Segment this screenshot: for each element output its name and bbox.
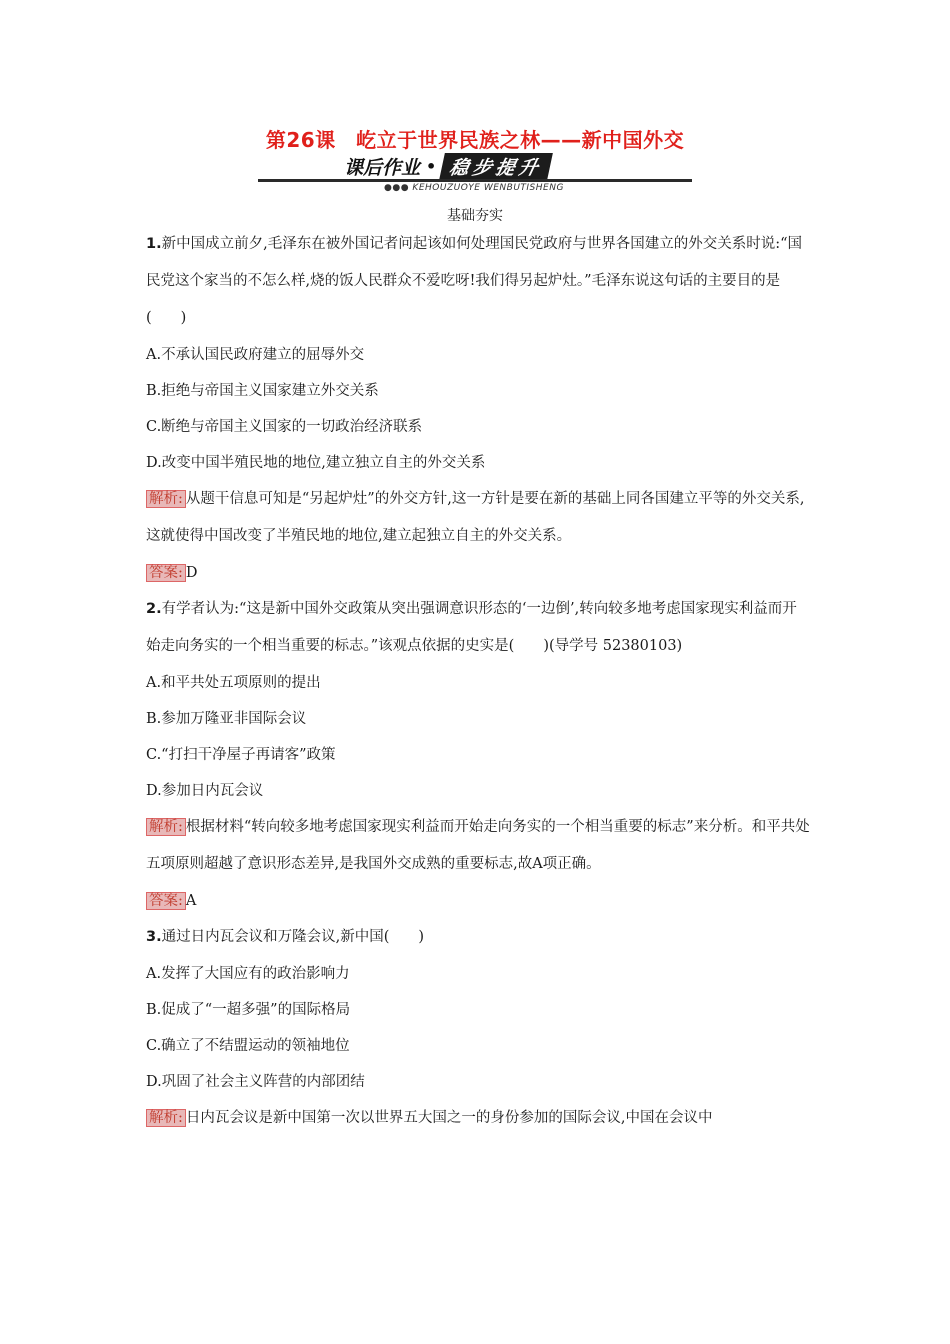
section-title: 基础夯实 xyxy=(447,208,503,224)
option: D.巩固了社会主义阵营的内部团结 xyxy=(146,1074,365,1090)
analysis-tag: 解析: xyxy=(146,1109,186,1127)
question-item xyxy=(146,919,810,1137)
option: C.确立了不结盟运动的领袖地位 xyxy=(146,1038,350,1054)
question-text: 新中国成立前夕,毛泽东在被外国记者问起该如何处理国民党政府与世界各国建立的外交关系时说:“国民党这个家当的不怎么样,烧的饭人民群众不爱吃呀!我们得另起炉灶。”毛泽东说这句话的主要目的是( ) xyxy=(146,236,803,326)
question-number: 3. xyxy=(146,929,162,945)
answer xyxy=(146,883,810,919)
question-number: 1. xyxy=(146,236,162,252)
option: B.参加万隆亚非国际会议 xyxy=(146,711,307,727)
option: A.不承认国民政府建立的屈辱外交 xyxy=(146,347,365,363)
question-stem xyxy=(146,226,810,337)
analysis-text: 从题干信息可知是“另起炉灶”的外交方针,这一方针是要在新的基础上同各国建立平等的外交关系,这就使得中国改变了半殖民地的地位,建立起独立自主的外交关系。 xyxy=(146,491,805,544)
analysis-text: 根据材料“转向较多地考虑国家现实利益而开始走向务实的一个相当重要的标志”来分析。和平共处五项原则超越了意识形态差异,是我国外交成熟的重要标志,故A项正确。 xyxy=(146,819,810,872)
option: C.“打扫干净屋子再请客”政策 xyxy=(146,747,336,763)
option: D.改变中国半殖民地的地位,建立独立自主的外交关系 xyxy=(146,455,486,471)
answer-value: D xyxy=(185,565,198,581)
analysis-tag: 解析: xyxy=(146,818,186,836)
homework-banner xyxy=(258,152,692,194)
question-list xyxy=(146,226,810,1137)
option: A.发挥了大国应有的政治影响力 xyxy=(146,966,350,982)
answer-tag: 答案: xyxy=(146,564,186,582)
question-text: 通过日内瓦会议和万隆会议,新中国( ) xyxy=(161,929,425,945)
answer-tag: 答案: xyxy=(146,892,186,910)
question-stem xyxy=(146,919,810,956)
option: C.断绝与帝国主义国家的一切政治经济联系 xyxy=(146,419,423,435)
question-stem xyxy=(146,591,810,665)
banner-rule xyxy=(258,179,692,182)
question-item xyxy=(146,226,810,591)
question-number: 2. xyxy=(146,601,162,617)
answer-value: A xyxy=(185,893,197,909)
analysis xyxy=(146,481,810,555)
question-text: 有学者认为:“这是新中国外交政策从突出强调意识形态的‘一边倒’,转向较多地考虑国家现实利益而开始走向务实的一个相当重要的标志。”该观点依据的史实是( )(导学号 52380103) xyxy=(146,601,797,654)
banner-left-label: 课后作业 xyxy=(344,156,421,179)
lesson-title: 第26课 屹立于世界民族之林——新中国外交 xyxy=(265,128,685,152)
option: B.促成了“一超多强”的国际格局 xyxy=(146,1002,351,1018)
banner-box-label: 稳步提升 xyxy=(439,153,553,180)
analysis xyxy=(146,1100,810,1137)
option: D.参加日内瓦会议 xyxy=(146,783,264,799)
option: B.拒绝与帝国主义国家建立外交关系 xyxy=(146,383,379,399)
option: A.和平共处五项原则的提出 xyxy=(146,675,321,691)
analysis-text: 日内瓦会议是新中国第一次以世界五大国之一的身份参加的国际会议,中国在会议中 xyxy=(185,1110,713,1126)
banner-dot: • xyxy=(426,156,437,176)
question-item xyxy=(146,591,810,919)
analysis xyxy=(146,809,810,883)
banner-subtitle: ●●● KEHOUZUOYE WENBUTISHENG xyxy=(384,183,564,193)
banner-text xyxy=(344,152,550,180)
answer xyxy=(146,555,810,591)
analysis-tag: 解析: xyxy=(146,490,186,508)
